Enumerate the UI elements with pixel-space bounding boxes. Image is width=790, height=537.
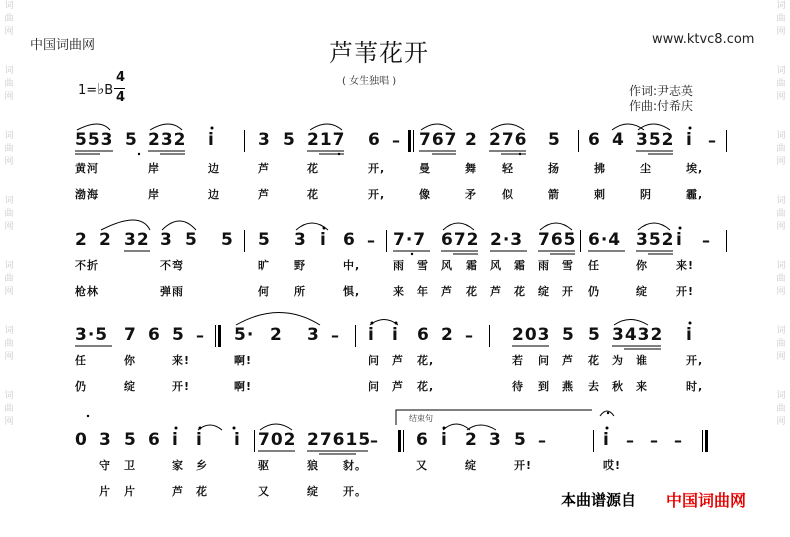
wm-char: 网 [4,222,14,232]
note-group: 0 [75,430,88,450]
lyric: 花 [196,485,208,498]
source-label: 本曲谱源自 [561,491,637,509]
lyric: 芦 [392,380,404,393]
lyric: 到 [538,380,550,393]
wm-char: 曲 [4,144,14,154]
lyric: 开, [686,354,704,367]
note-group: 2 [270,325,283,345]
wm-char: 曲 [4,404,14,414]
lyric: 霜 [466,259,478,272]
note-group: 4 [612,130,625,150]
lyric: 扬 [548,162,560,175]
lyric: 刺 [594,188,606,201]
wm-char: 网 [776,287,786,297]
lyric: 雨 [393,259,405,272]
lyric: 箭 [548,188,560,201]
lyric: 家 [172,459,184,472]
note-group: 5 [258,230,271,250]
lyric: 任 [588,259,600,272]
lyric: 花 [307,162,319,175]
key-letter: B [104,83,114,98]
lyric: 驱 [258,459,270,472]
lyric: 拂 [594,162,606,175]
dash: – [650,431,658,450]
lyric: 芦 [392,354,404,367]
lyric: 狼 [307,459,319,472]
wm-char: 词 [4,66,14,76]
lyric: 啊! [234,354,253,367]
note-group: 3 [160,230,173,250]
note-group: i [368,325,375,345]
site-name-left: 中国词曲网 [30,38,96,53]
note-group: i [172,430,179,450]
lyric: 尘 [640,162,652,175]
wm-char: 曲 [4,79,14,89]
time-signature-top: 4 [116,70,126,85]
wm-char: 曲 [776,14,786,24]
note-group: 2 [465,430,478,450]
slur [491,124,524,130]
lyric: 为 [612,354,624,367]
lyric: 仍 [75,380,87,393]
note-group: 5 [172,325,185,345]
note-group: i [320,230,327,250]
wm-char: 曲 [4,14,14,24]
lyric: 阴 [640,188,652,201]
slur [443,424,470,430]
lyric: 又 [416,459,428,472]
note-group: 232 [148,130,187,150]
lyric: 边 [208,162,220,175]
wm-char: 曲 [4,209,14,219]
lyric: 开, [368,188,386,201]
note-group: 5 [514,430,527,450]
note-group: 2 [441,325,454,345]
lyric: 不折 [75,259,99,272]
slur [236,313,320,326]
slur [370,320,398,326]
note-group: 3 [99,430,112,450]
lyric: 所 [294,285,306,298]
note-group: 352 [636,230,675,250]
note-group: 672 [441,230,480,250]
lyric: 花 [588,354,600,367]
lyric: 雨 [538,259,550,272]
note-group: 767 [419,130,458,150]
dash: – [370,431,378,450]
lyric: 燕 [562,380,574,393]
slur [540,223,572,230]
lyric: 矛 [465,188,477,201]
lyric: 来 [393,285,405,298]
note-group: 7·7 [393,230,427,250]
note-group: 3 [489,430,502,450]
note-group: 2·3 [490,230,524,250]
lyric: 似 [502,188,514,201]
wm-char: 曲 [4,274,14,284]
composer-credit: 作曲:付希庆 [629,99,694,113]
wm-char: 词 [776,391,786,401]
dash: – [708,131,716,150]
note-group: 203 [512,325,551,345]
lyric: 雪 [417,259,429,272]
note-group: 2 [465,130,478,150]
wm-char: 曲 [776,274,786,284]
note-group: 3·5 [75,325,109,345]
wm-char: 网 [4,27,14,37]
wm-char: 网 [776,27,786,37]
slur [101,220,150,230]
note-group: 6 [148,325,161,345]
lyric: 问 [368,380,380,393]
lyric: 哎! [603,459,622,472]
note-group: 5 [125,130,138,150]
note-group: 6·4 [588,230,622,250]
note-group: 32 [124,230,150,250]
lyric: 开! [676,285,695,298]
note-group: 3432 [612,325,664,345]
note-group: 5 [562,325,575,345]
wm-char: 网 [4,417,14,427]
note-group: 5 [283,130,296,150]
note-group: 2 [75,230,88,250]
dash: – [538,431,546,450]
note-group: 3 [258,130,271,150]
lyric: 像 [419,188,431,201]
song-title: 芦苇花开 [329,39,429,67]
dash: – [367,231,375,250]
lyric: 年 [417,285,429,298]
note-group: 2 [99,230,112,250]
lyric: 野 [294,259,306,272]
lyric: 舞 [465,162,477,175]
lyric: 花 [466,285,478,298]
lyric: 枪林 [75,285,99,298]
lyric: 花, [417,354,435,367]
note-group: 6 [417,325,430,345]
wm-char: 网 [776,222,786,232]
wm-char: 网 [776,92,786,102]
lyric: 仍 [588,285,600,298]
lyric: 来! [172,354,191,367]
flat-symbol: ♭ [97,80,105,98]
wm-char: 词 [4,326,14,336]
slur [260,424,292,430]
note-group: 217 [307,130,346,150]
lyric: 又 [258,485,270,498]
lyric: 任 [75,354,87,367]
note-group: i [676,230,683,250]
slur [467,425,496,430]
wm-char: 词 [776,131,786,141]
lyric: 绽 [307,485,319,498]
wm-char: 曲 [776,404,786,414]
wm-char: 词 [4,1,14,11]
slur [162,221,196,230]
slur [443,223,474,230]
lyric: 岸 [148,162,160,175]
lyric: 卫 [124,459,136,472]
lyric: 花 [514,285,526,298]
note-group: i [234,430,241,450]
lyric: 边 [208,188,220,201]
wm-char: 网 [776,352,786,362]
section-label: 结束句 [409,414,433,423]
lyric: 秋 [612,380,624,393]
note-group: 5 [124,430,137,450]
lyric: 来! [676,259,695,272]
wm-char: 词 [776,261,786,271]
lyric: 芦 [258,162,270,175]
lyric: 来 [636,380,648,393]
note-group: 6 [148,430,161,450]
slur [198,425,222,430]
slur [614,320,648,326]
note-group: 5 [185,230,198,250]
site-url-right[interactable]: www.ktvc8.com [652,32,755,47]
lyric: 去 [588,380,600,393]
note-group: i [686,130,693,150]
note-group: i [392,325,399,345]
lyric: 谁 [636,354,648,367]
time-signature-bottom: 4 [116,90,126,105]
dash: – [392,131,400,150]
lyric: 问 [368,354,380,367]
wm-char: 网 [4,287,14,297]
slur [310,124,342,130]
lyric: 芦 [172,485,184,498]
lyric: 待 [512,380,524,393]
lyric: 绽 [538,285,550,298]
slur [638,223,670,230]
lyric: 开, [368,162,386,175]
lyric: 曼 [419,162,431,175]
lyric: 片 [124,485,136,498]
lyric: 开。 [343,485,367,498]
lyric: 绽 [124,380,136,393]
note-group: 5 [221,230,234,250]
slur [77,124,110,130]
wm-char: 词 [4,131,14,141]
wm-char: 词 [4,261,14,271]
note-group: 6 [416,430,429,450]
dash: – [626,431,634,450]
wm-char: 词 [4,391,14,401]
lyric: 花 [307,188,319,201]
lyricist-credit: 作词:尹志英 [629,84,694,98]
slur [421,124,452,130]
note-group: 7 [124,325,137,345]
note-group: 5 [548,130,561,150]
note-group: 27615 [307,430,372,450]
wm-char: 曲 [776,79,786,89]
wm-char: 词 [776,66,786,76]
wm-char: 词 [776,196,786,206]
lyric: 轻 [502,162,514,175]
dash: – [196,326,204,345]
note-group: 6 [588,130,601,150]
lyric: 霾, [686,188,704,201]
note-group: i [208,130,215,150]
slur [150,124,182,130]
wm-char: 词 [776,1,786,11]
note-group: 5 [588,325,601,345]
lyric: 弹雨 [160,285,184,298]
note-group: 352 [636,130,675,150]
lyric: 时, [686,380,704,393]
lyric: 你 [636,259,648,272]
lyric: 你 [124,354,136,367]
lyric: 花, [417,380,435,393]
wm-char: 网 [776,157,786,167]
lyric: 中, [343,259,361,272]
dash: – [465,326,473,345]
wm-char: 曲 [776,209,786,219]
lyric: 风 [441,259,453,272]
lyric: 旷 [258,259,270,272]
lyric: 啊! [234,380,253,393]
lyric: 绽 [465,459,477,472]
dash: – [674,431,682,450]
lyric: 开 [562,285,574,298]
lyric: 渤海 [75,188,99,201]
note-group: 702 [258,430,297,450]
key-prefix: 1= [78,83,98,98]
dash: – [702,231,710,250]
source-site-link[interactable]: 中国词曲网 [666,491,747,510]
note-group: 553 [75,130,114,150]
lyric: 若 [512,354,524,367]
lyric: 黄河 [75,162,99,175]
lyric: 埃, [686,162,704,175]
note-group: 276 [489,130,528,150]
ending-bracket [396,410,592,425]
lyric: 绽 [636,285,648,298]
note-group: 6 [368,130,381,150]
note-group: 5· [234,325,255,345]
lyric: 开! [514,459,533,472]
lyric: 芦 [258,188,270,201]
note-group: i [686,325,693,345]
lyric: 芦 [490,285,502,298]
note-group: 6 [343,230,356,250]
note-group: i [603,430,610,450]
wm-char: 网 [776,417,786,427]
wm-char: 网 [4,352,14,362]
wm-char: 网 [4,92,14,102]
wm-char: 曲 [4,339,14,349]
note-group: i [196,430,203,450]
wm-char: 词 [4,196,14,206]
lyric: 芦 [441,285,453,298]
wm-char: 词 [776,326,786,336]
note-group: 765 [538,230,577,250]
dash: – [331,326,339,345]
lyric: 问 [538,354,550,367]
wm-char: 曲 [776,339,786,349]
lyric: 不弯 [160,259,184,272]
note-group: 3 [294,230,307,250]
lyric: 守 [99,459,111,472]
wm-char: 网 [4,157,14,167]
lyric: 惧, [343,285,361,298]
lyric: 风 [490,259,502,272]
wm-char: 曲 [776,144,786,154]
lyric: 豺。 [343,459,367,472]
lyric: 片 [99,485,111,498]
lyric: 乡 [196,459,208,472]
lyric: 雪 [562,259,574,272]
note-group: i [441,430,448,450]
note-group: 3 [307,325,320,345]
lyric: 岸 [148,188,160,201]
lyric: 开! [172,380,191,393]
song-subtitle: ( 女生独唱 ) [342,76,397,87]
lyric: 何 [258,285,270,298]
lyric: 霜 [514,259,526,272]
lyric: 芦 [562,354,574,367]
